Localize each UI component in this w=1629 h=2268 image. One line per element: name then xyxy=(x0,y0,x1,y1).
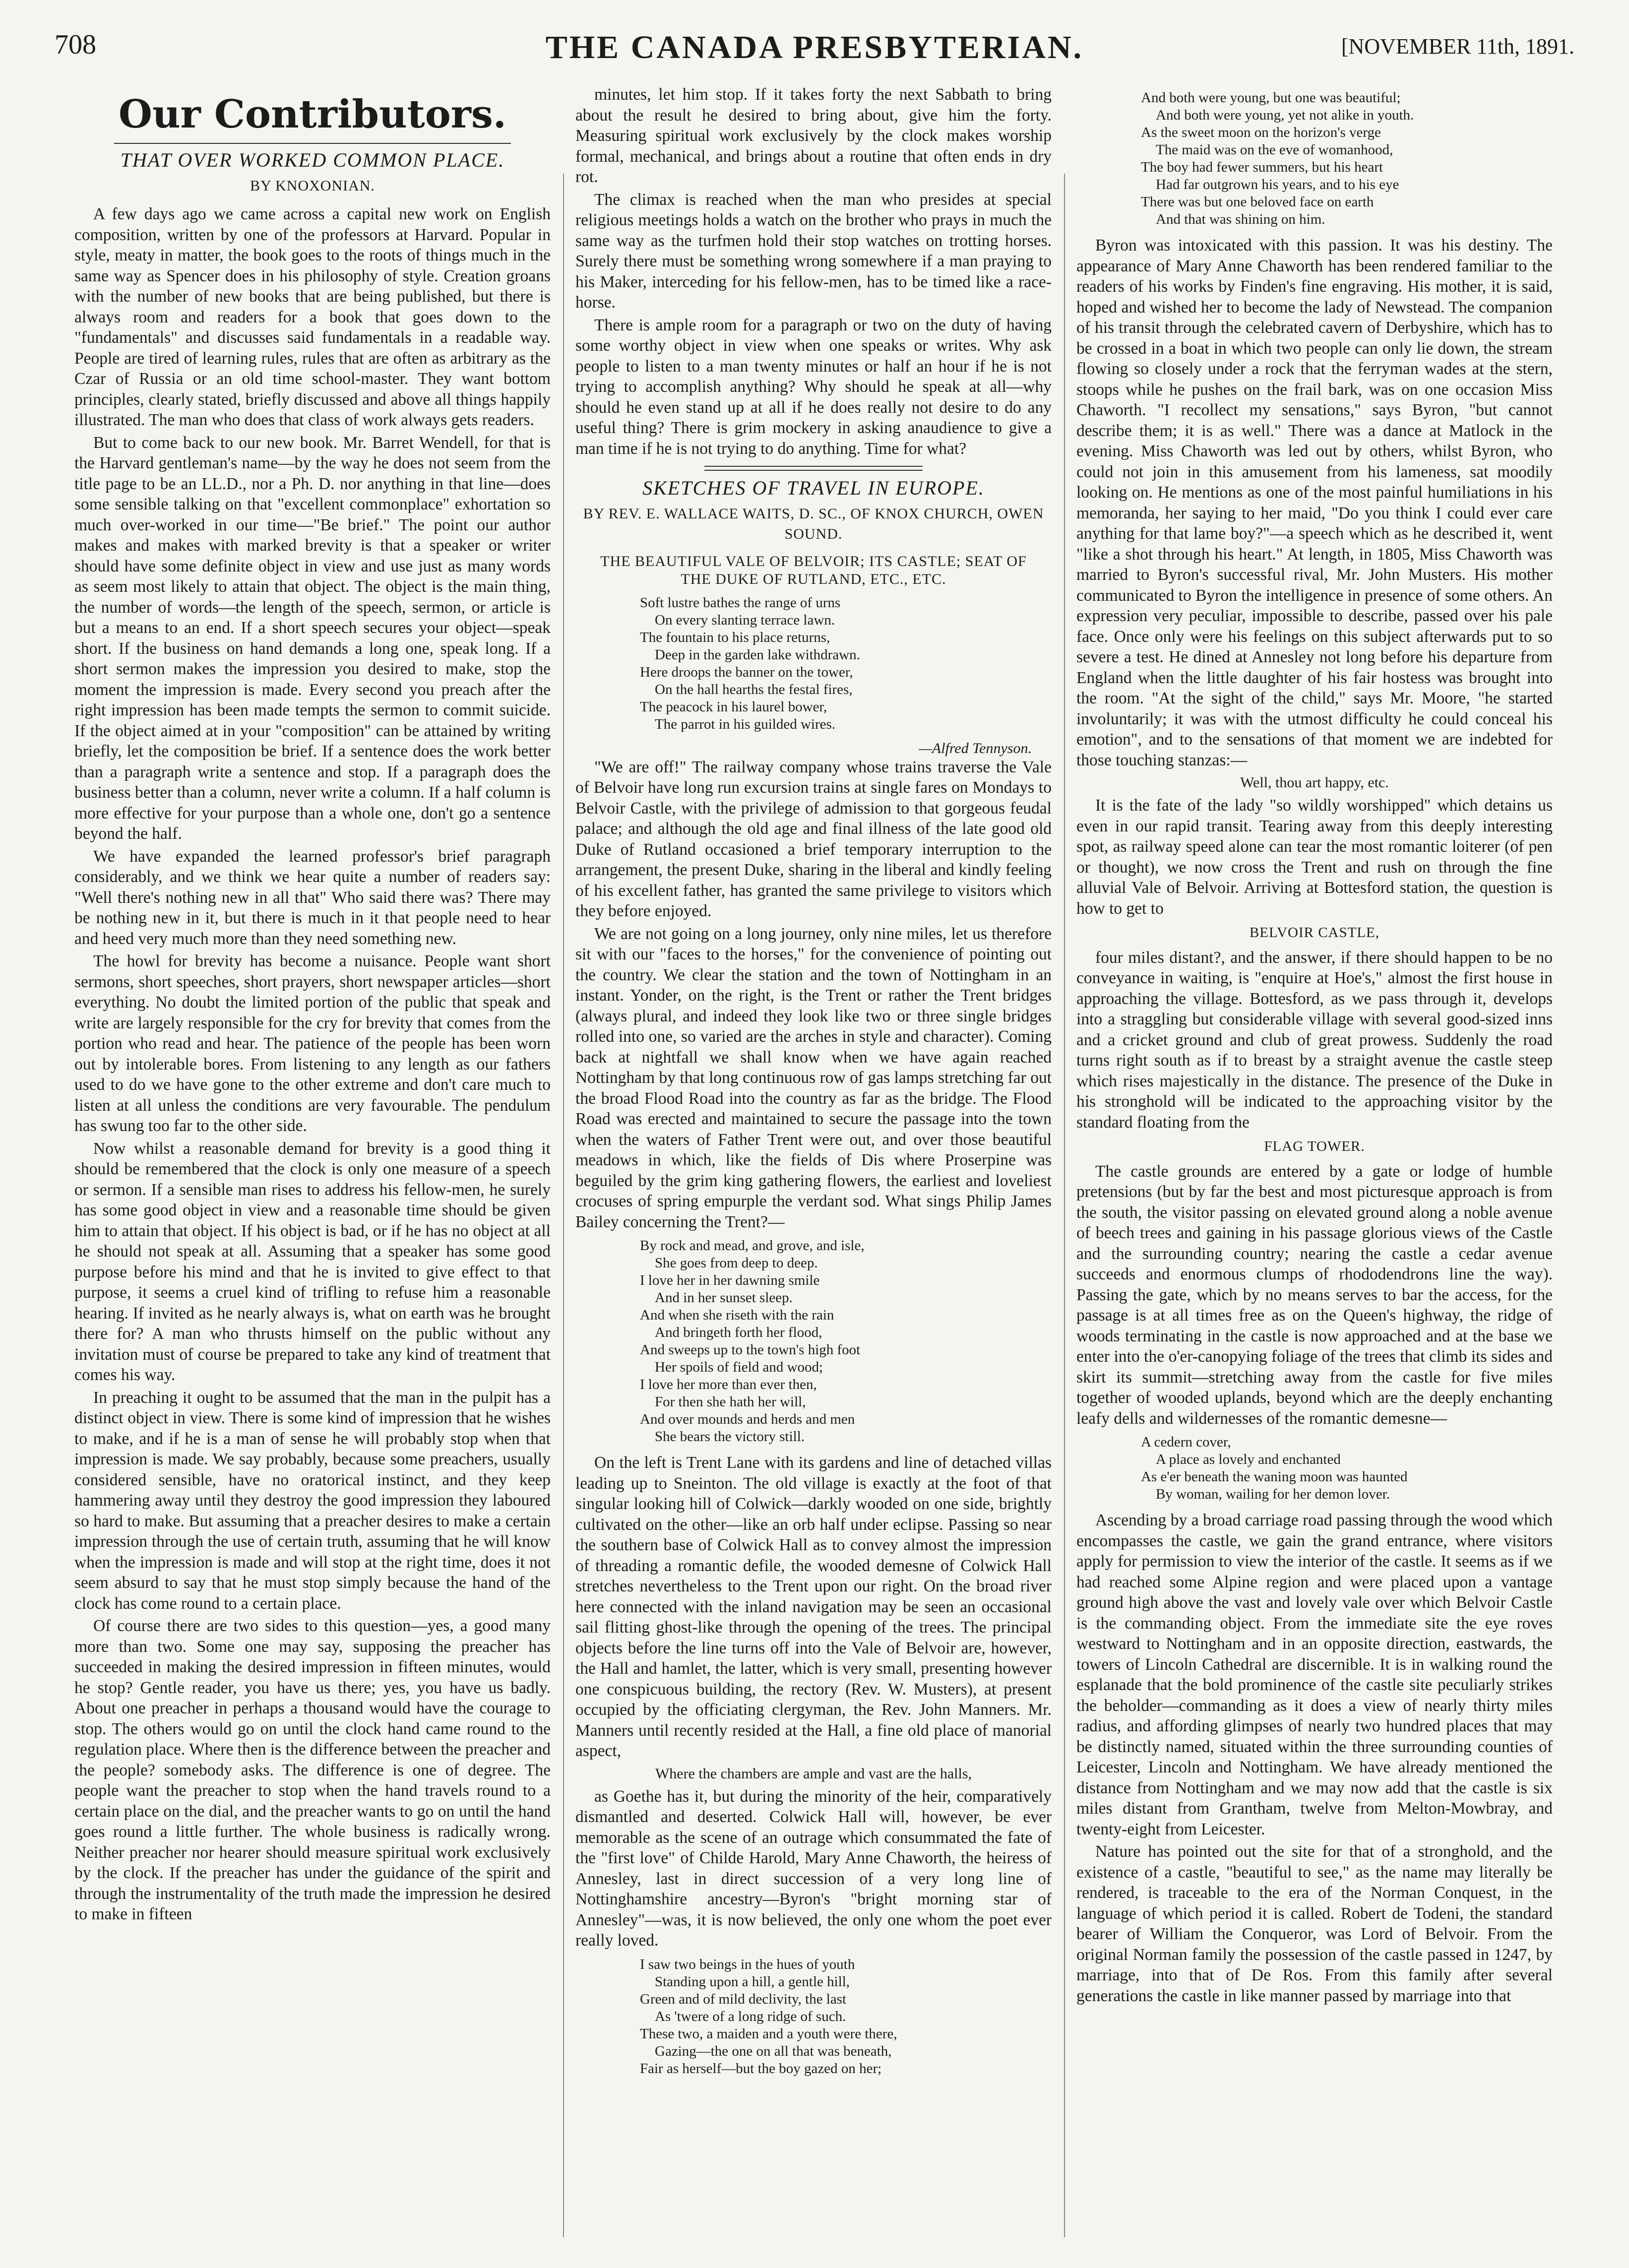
paragraph: "We are off!" The railway company whose trains traverse the Vale of Belvoir have long run excursion trains at single fares on Mondays to Belvoir Castle, with the privilege of admission to that gorgeous feudal palace; and although the old age and final illness of the late good old Duke of Rutland occasioned a brief temporary interruption to the arrangement, the present Duke, sharing in the liberal and kindly feeling of his excellent father, has granted the same privilege to visitors which they before enjoyed. xyxy=(575,757,1052,920)
poem-line: She goes from deep to deep. xyxy=(655,1255,818,1271)
poem-line: Fair as herself—but the boy gazed on her; xyxy=(640,2060,882,2077)
paragraph: Nature has pointed out the site for that of a stronghold, and the existence of a castle, "beautiful to see," as the name may literally be rendered, is traceable to the era of the Norman Conquest, in the language of which period it is called. Robert de Todeni, the standard bearer of William the Conqueror, was Lord of Belvoir. From the original Norman family the possession of the castle passed in 1247, by marriage, into that of De Ros. From this family after several generations the castle in like manner passed by marriage into that xyxy=(1076,1842,1553,2005)
poem-line: Green and of mild declivity, the last xyxy=(640,1991,847,2007)
poem-line: A cedern cover, xyxy=(1141,1434,1231,1450)
column-3 xyxy=(1076,84,1553,2237)
paragraph: But to come back to our new book. Mr. Barret Wendell, for that is the Harvard gentleman's name—by the way he does not seem from the title page to be an LL.D., nor a Ph. D. nor anything in that line—does some sensible talking on that "excellent commonplace" exhortation so much over-worked in our time—"Be brief." The point our author makes and makes with marked brevity is that a speaker or writer should have some definite object in view and use just as many words as seem most likely to attain that object. The object is the main thing, the number of words—the length of the speech, sermon, or article is but a means to an end. If a short speech secures your object—speak short. If the business on hand demands a long one, speak long. If a short sermon makes the impression you desired to make, stop the moment the impression is made. Every second you preach after the right impression has been made tempts the sermon to commit suicide. If the object aimed at in your "composition" can be attained by writing briefly, let the composition be brief. If a sentence does the work better than a paragraph write a sentence and stop. If a paragraph does the business better than a column, never write a column. If a half column is more effective for your purpose than a whole one, don't go a sentence beyond the half. xyxy=(74,433,551,843)
paragraph: The castle grounds are entered by a gate or lodge of humble pretensions (but by far the best and most picturesque approach is from the south, the visitor passing on elevated ground along a noble avenue of beech trees and gaining in his passage glorious views of the Castle and the surrounding country; nearing the castle a cedar avenue succeeds and enormous clumps of rhododendrons line the way). Passing the gate, which by no means serves to bar the access, for the passage is at all times free as on the Queen's highway, the ridge of woods terminating in the castle is now approached and at the base we enter into the o'er-canopying foliage of the trees that climb its sides and skirt its summit—stretching away from the castle for five miles together of wooded uplands, beyond which are the deeply enchanting leafy dells and wildernesses of the romantic demesne— xyxy=(1076,1162,1553,1428)
column-divider xyxy=(563,174,564,2237)
paragraph: The climax is reached when the man who presides at special religious meetings holds a watch on the brother who prays in much the same way as the turfmen hold their stop watches on trotting horses. Surely there must be something wrong somewhere if a man praying to his Maker, interceding for his fellow-men, has to be timed like a race-horse. xyxy=(575,190,1052,312)
article-body xyxy=(1076,947,1553,1133)
poem-line: As the sweet moon on the horizon's verge xyxy=(1141,125,1381,140)
column-1 xyxy=(74,84,551,2237)
poem-line: The fountain to his place returns, xyxy=(640,629,830,645)
paragraph: It is the fate of the lady "so wildly worshipped" which detains us even in our rapid transit. Tearing away from this deeply interesting spot, as railway speed alone can tear the most romantic loiterer (of pen or thought), we now cross the Trent and rush on through the fine alluvial Vale of Belvoir. Arriving at Bottesford station, the question is how to get to xyxy=(1076,796,1553,918)
page-number: 708 xyxy=(55,29,96,60)
paragraph: Of course there are two sides to this question—yes, a good many more than two. Some one may say, supposing the preacher has succeeded in making the desired impression in fifteen minutes, would he stop? Gentle reader, you have us there; yes, you have us badly. About one preacher in perhaps a thousand would have the courage to stop. The others would go on until the clock hand came round to the regulation place. Where then is the difference between the preacher and the people? somebody asks. The difference is one of degree. The people want the preacher to stop when the hand travels round to a certain place on the dial, and the preacher wants to go on until the hand goes round a little further. The whole business is radically wrong. Neither preacher nor hearer should measure spiritual work exclusively by the clock. If the preacher has under the guidance of the spirit and through the instrumentality of the truth made the impression he desired to make in fifteen xyxy=(74,1617,551,1923)
poem-line: On the hall hearths the festal fires, xyxy=(655,681,853,697)
section-title: Our Contributors. xyxy=(119,92,506,137)
poem-line: There was but one beloved face on earth xyxy=(1141,194,1374,210)
poem-attribution: —Alfred Tennyson. xyxy=(919,740,1032,756)
poem-line: And both were young, but one was beautiful; xyxy=(1141,90,1401,106)
poem-line: Standing upon a hill, a gentle hill, xyxy=(655,1973,850,1990)
issue-date: [NOVEMBER 11th, 1891. xyxy=(1341,34,1574,59)
poem-line: I love her more than ever then, xyxy=(640,1377,817,1392)
paragraph: In preaching it ought to be assumed that the man in the pulpit has a distinct object in view. There is some kind of impression that he wishes to make, and if he is a man of sense he will probably stop when that impression is made. We say probably, because some preachers, usually considered sensible, have no oratorical instinct, and they keep hammering away until they destroy the good impression they laboured so hard to make. But assuming that a preacher desires to make a certain impression through the use of certain truth, assuming that he will know when the impression is made and will stop at the right time, does it not seem absurd to say that he must stop simply because the hand of the clock has come round to a certain place. xyxy=(74,1388,551,1613)
article-body xyxy=(575,84,1052,459)
poem-line: And when she riseth with the rain xyxy=(640,1307,834,1323)
paragraph: On the left is Trent Lane with its gardens and line of detached villas leading up to Sneinton. The old village is exactly at the foot of that singular looking hill of Colwick—darkly wooded on one side, brightly cultivated on the other—like an orb half under eclipse. Passing so near the southern base of Colwick Hall as to convey almost the impression of threading a romantic defile, the wooded demesne of Colwick Hall stretches nevertheless to the Trent upon our right. On the broad river here connected with the inland navigation may be seen an occasional sail flitting ghost-like through the opening of the trees. The principal objects before the line turns off into the Vale of Belvoir are, however, the Hall and hamlet, the latter, which is very small, presenting however one conspicuous building, the rectory (Rev. W. Musters), at present occupied by the officiating clergyman, the Rev. John Manners. Mr. Manners until recently resided at the Hall, a fine old place of manorial aspect, xyxy=(575,1453,1052,1760)
article-body xyxy=(1076,795,1553,919)
columns xyxy=(74,84,1553,2242)
article-body xyxy=(74,204,551,1925)
poem xyxy=(640,1956,1052,2078)
page-header xyxy=(55,29,1574,73)
article-body xyxy=(1076,1161,1553,1429)
article-subhead: THE BEAUTIFUL VALE OF BELVOIR; ITS CASTLE; SEAT OF THE DUKE OF RUTLAND, ETC., ETC. xyxy=(600,553,1027,587)
poem-line: And in her sunset sleep. xyxy=(655,1290,793,1306)
poem-line: Had far outgrown his years, and to his eye xyxy=(1156,177,1399,192)
paragraph: as Goethe has it, but during the minority of the heir, comparatively dismantled and deserted. Colwick Hall will, however, be ever memorable as the scene of an outrage which consummated the fate of the "first love" of Childe Harold, Mary Anne Chaworth, the heiress of Annesley, last in direct succession of a very long line of Nottinghamshire ancestry—Byron's "bright morning star of Annesley"—was, it is now believed, the only one whom the poet ever really loved. xyxy=(575,1787,1052,1950)
article-body xyxy=(575,1452,1052,1762)
poem-line: Soft lustre bathes the range of urns xyxy=(640,594,841,611)
publication-title: THE CANADA PRESBYTERIAN. xyxy=(545,29,1084,65)
poem-line: As 'twere of a long ridge of such. xyxy=(655,2008,846,2024)
article-body xyxy=(575,757,1052,1233)
subheading: BELVOIR CASTLE, xyxy=(1249,925,1380,941)
paragraph: Now whilst a reasonable demand for brevity is a good thing it should be remembered that the clock is only one measure of a speech or sermon. If a sensible man rises to address his fellow-men, he surely has some good object in view and a reasonable time should be given him to attain that object. If his object is bad, or if he has no object at all he should not speak at all. Assuming that a speaker has some good purpose before his mind and that he is invited to give effect to that purpose, it seems a cruel kind of trifling to refuse him a reasonable hearing. If invited as he nearly always is, what on earth was he brought there for? A man who thrusts himself on the public without any invitation must of course be prepared to take any kind of treatment that comes his way. xyxy=(74,1139,551,1384)
poem-line: The parrot in his guilded wires. xyxy=(655,716,836,732)
column-2 xyxy=(575,84,1052,2237)
poem-line: The maid was on the eve of womanhood, xyxy=(1156,142,1393,158)
poem-line: By woman, wailing for her demon lover. xyxy=(1156,1486,1390,1502)
poem-line: By rock and mead, and grove, and isle, xyxy=(640,1238,865,1254)
poem-line: For then she hath her will, xyxy=(655,1394,806,1410)
poem-line: As e'er beneath the waning moon was haunted xyxy=(1141,1469,1408,1485)
column-divider xyxy=(1064,174,1065,2237)
poem xyxy=(640,1237,1052,1446)
poem-line: And that was shining on him. xyxy=(1156,211,1325,227)
poem-line: A place as lovely and enchanted xyxy=(1156,1451,1341,1467)
poem-line: The peacock in his laurel bower, xyxy=(640,698,827,715)
poem-line: Gazing—the one on all that was beneath, xyxy=(655,2043,892,2059)
poem-line: These two, a maiden and a youth were there, xyxy=(640,2025,897,2042)
poem-line: Her spoils of field and wood; xyxy=(655,1359,823,1375)
poem-line: I saw two beings in the hues of youth xyxy=(640,1956,855,1972)
paragraph: four miles distant?, and the answer, if there should happen to be no conveyance in waiting, is "enquire at Hoe's," almost the first house in approaching the village. Bottesford, as we pass through it, develops into a straggling but considerable village with several good-sized inns and a cricket ground and club of great prowess. Suddenly the road turns right south as if to breast by a straight avenue the castle steep which rises majestically in the distance. The presence of the Duke in his stronghold will be indicated to the approaching visitor by the standard floating from the xyxy=(1076,948,1553,1132)
paragraph: We have expanded the learned professor's brief paragraph considerably, and we think we hear quite a number of readers say: "Well there's nothing new in all that" Who said there was? There may be nothing new in it, but there is much in it that people need to hear and heed very much more than they need something new. xyxy=(74,847,551,948)
poem-line: The boy had fewer summers, but his heart xyxy=(1141,159,1383,175)
poem-line: And over mounds and herds and men xyxy=(640,1411,855,1427)
poem-line: She bears the victory still. xyxy=(655,1429,805,1445)
poem-line: On every slanting terrace lawn. xyxy=(655,612,835,628)
poem-line: And bringeth forth her flood, xyxy=(655,1324,822,1340)
poem-line: And both were young, yet not alike in youth. xyxy=(1156,107,1414,123)
poem xyxy=(640,594,1052,733)
paragraph: The howl for brevity has become a nuisance. People want short sermons, short speeches, short prayers, short newspaper articles—short everything. No doubt the limited portion of the public that speak and write are largely responsible for the cry for brevity that comes from the portion who read and hear. The patience of the people has been worn out by intolerable bores. From listening to any length as our fathers used to do we have gone to the other extreme and don't care much to listen at all unless the conditions are very favourable. The pendulum has swung too far to the other side. xyxy=(74,952,551,1135)
article-title: THAT OVER WORKED COMMON PLACE. xyxy=(120,149,505,171)
quotation: Where the chambers are ample and vast are the halls, xyxy=(655,1765,972,1782)
article-byline: BY REV. E. WALLACE WAITS, D. SC., OF KNOX CHURCH, OWEN SOUND. xyxy=(583,505,1044,542)
paragraph: There is ample room for a paragraph or two on the duty of having some worthy object in view when one speaks or writes. Why ask people to listen to a man twenty minutes or half an hour if he is not trying to accomplish anything? Why should he speak at all—why should he even stand up at all if he does really not desire to do any useful thing? There is grim mockery in asking anaudience to give a man time if he is not trying to do anything. Time for what? xyxy=(575,315,1052,458)
poem xyxy=(1141,1434,1553,1503)
article-body xyxy=(1076,1510,1553,2006)
paragraph: Byron was intoxicated with this passion. It was his destiny. The appearance of Mary Anne Chaworth has been rendered familiar to the readers of his works by Finden's fine engraving. His mother, it is said, hoped and wished her to become the lady of Newstead. The companion of his transit through the celebrated cavern of Derbyshire, which has to be crossed in a boat in which two people can only lie down, the stream flowing so closely under a rock that the ferryman wades at the stern, stoops while he pushes on the frail bark, was on one occasion Miss Chaworth. "I recollect my sensations," says Byron, "but cannot describe them; it is as well." There was a dance at Matlock in the evening. Miss Chaworth was led out by others, whilst Byron, who could not join in this amusement from his lameness, sat moodily looking on. He mentions as one of the most painful humiliations in his memoranda, her saying to her maid, "Do you think I could ever care anything for that lame boy?"—a speech which as he described it, went "like a shot through his heart." At length, in 1805, Miss Chaworth was married to Byron's successful rival, Mr. John Musters. His mother communicated to Byron the intelligence in presence of some others. An expression very peculiar, impossible to describe, passed over his pale face. Once only were his feelings on this subject afterwards put to so severe a test. He dined at Annesley not long before his departure from England when the little daughter of his fair hostess was brought into the room. "At the sight of the child," says Mr. Moore, "he started involuntarily; it was with the utmost difficulty he could conceal his emotion", and to the sensations of that moment we are indebted for those touching stanzas:— xyxy=(1076,236,1553,769)
article-title: SKETCHES OF TRAVEL IN EUROPE. xyxy=(642,477,985,499)
paragraph: We are not going on a long journey, only nine miles, let us therefore sit with our "faces to the horses," for the convenience of pointing out the country. We clear the station and the town of Nottingham in an instant. Yonder, on the right, is the Trent or rather the Trent bridges (always plural, and indeed they look like two or three single bridges rolled into one, so varied are the arches in style and character). Coming back at nightfall we shall know when we have again reached Nottingham by that long continuous row of gas lamps stretching far out the broad Flood Road into the country as far as the bridge. The Flood Road was erected and maintained to secure the passage into the town when the waters of Father Trent were out, and over those beautiful meadows in which, like the fields of Dis where Proserpine was beguiled by the grim king gathering flowers, the earliest and loveliest crocuses of spring empurple the verdant sod. What sings Philip James Bailey concerning the Trent?— xyxy=(575,924,1052,1231)
article-byline: BY KNOXONIAN. xyxy=(250,177,375,194)
poem-line: Here droops the banner on the tower, xyxy=(640,664,853,680)
poem-line: I love her in her dawning smile xyxy=(640,1272,820,1288)
article-body xyxy=(1076,235,1553,770)
divider xyxy=(114,143,511,144)
subheading: FLAG TOWER. xyxy=(1264,1138,1365,1154)
divider xyxy=(704,466,923,471)
poem-line: And sweeps up to the town's high foot xyxy=(640,1342,861,1358)
paragraph: Ascending by a broad carriage road passing through the wood which encompasses the castle, we gain the grand entrance, where visitors apply for permission to view the interior of the castle. It seems as if we had reached some Alpine region and were placed upon a vantage ground high above the vast and lovely vale over which Belvoir Castle is the commanding object. From the immediate site the eye roves westward to Nottingham and in an opposite direction, eastwards, the towers of Lincoln Cathedral are discernible. It is in walking round the esplanade that the bold prominence of the castle site peculiarly strikes the beholder—commanding as it does a view of nearly thirty miles radius, and affording glimpses of nearly two hundred places that may be distinctly named, situated within the three surrounding counties of Leicester, Lincoln and Nottingham. We have already mentioned the distance from Nottingham and we may now add that the castle is six miles distant from Grantham, twelve from Melton-Mowbray, and twenty-eight from Leicester. xyxy=(1076,1511,1553,1838)
article-body xyxy=(575,1786,1052,1951)
quotation: Well, thou art happy, etc. xyxy=(1240,774,1389,791)
paragraph: A few days ago we came across a capital new work on English composition, written by one of the professors at Harvard. Popular in style, meaty in matter, the book goes to the roots of things much in the same way as Spencer does in his philosophy of style. Creation groans with the number of new books that are being published, but there is always room and readers for a book that goes down to the "fundamentals" and discusses said fundamentals in a readable way. People are tired of learning rules, rules that are often as arbitrary as the Czar of Russia or an old time school-master. They want bottom principles, clearly stated, briefly discussed and above all things happily illustrated. The man who does that class of work always gets readers. xyxy=(74,205,551,429)
paragraph: minutes, let him stop. If it takes forty the next Sabbath to bring about the result he desired to bring about, give him the forty. Measuring spiritual work exclusively by the clock makes worship formal, mechanical, and brings about a routine that often ends in dry rot. xyxy=(575,85,1052,186)
poem-line: Deep in the garden lake withdrawn. xyxy=(655,646,860,663)
poem xyxy=(1141,89,1553,228)
